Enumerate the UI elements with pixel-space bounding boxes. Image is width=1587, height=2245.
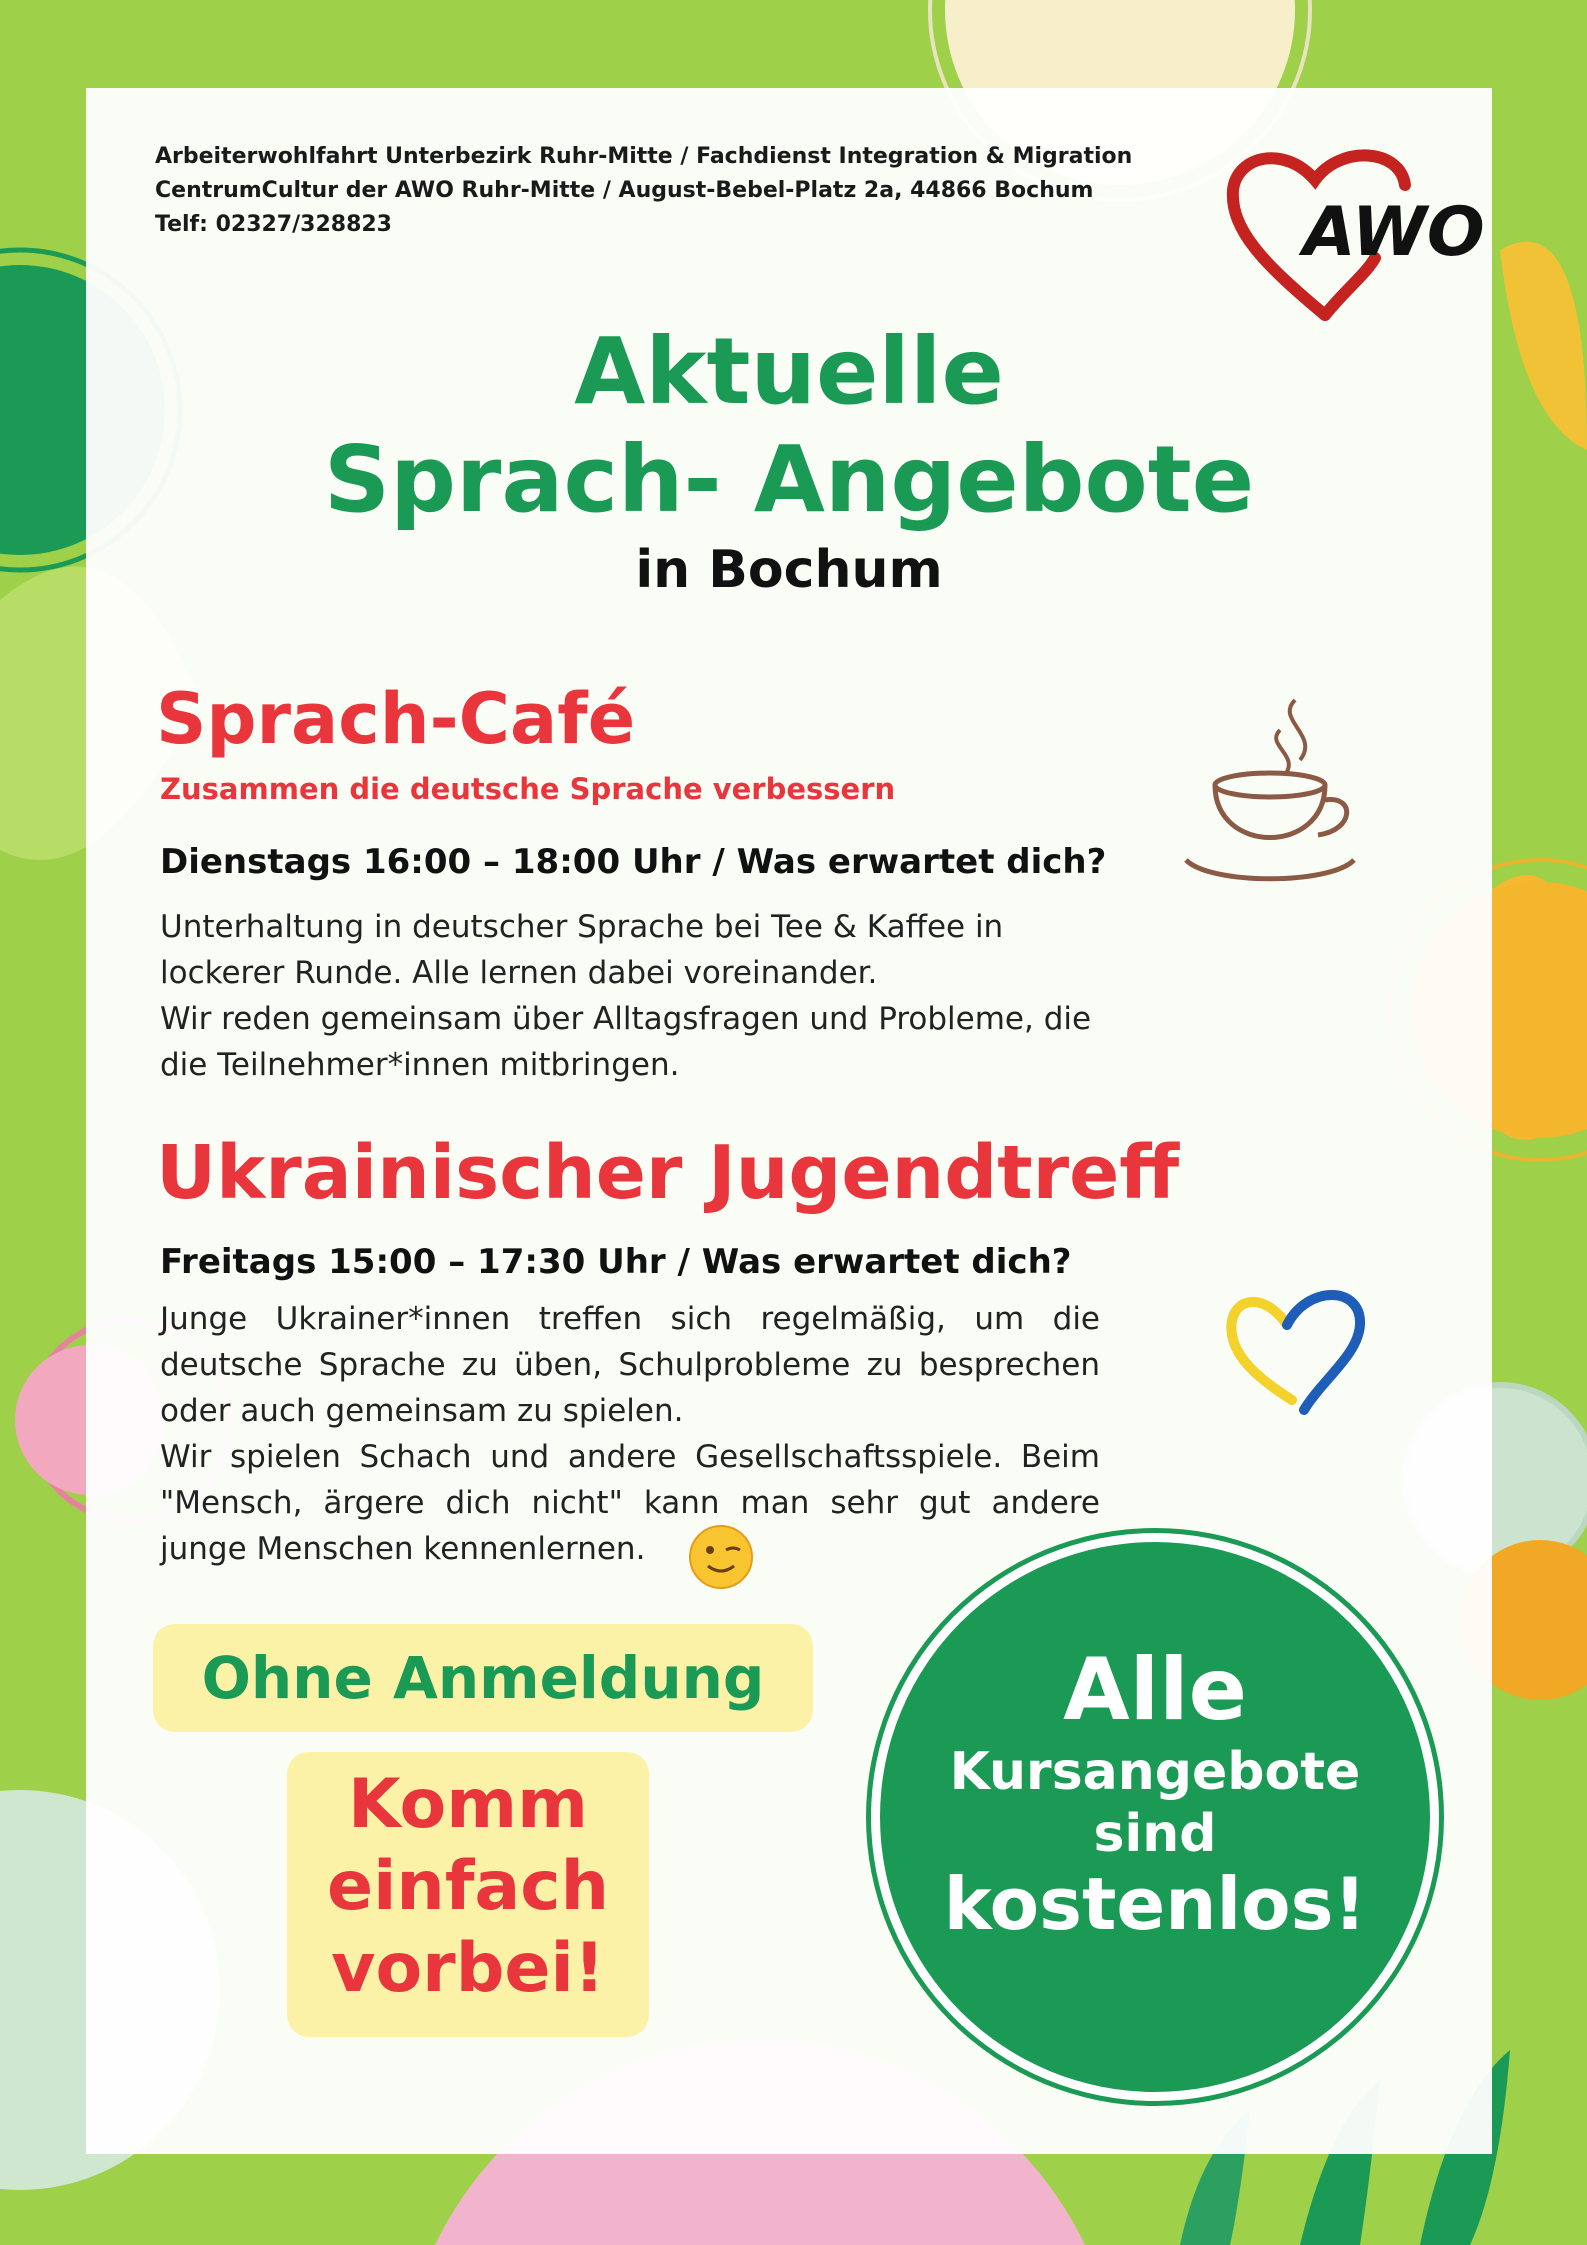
coffee-cup-icon xyxy=(1180,690,1360,900)
youth-text-1: Junge Ukrainer*innen treffen sich regelmäßig, um die deutsche Sprache zu üben, Schulprobleme zu besprechen oder auch gemeinsam zu spielen. xyxy=(160,1301,1100,1429)
header-phone: Telf: 02327/328823 xyxy=(155,212,392,237)
youth-time: Freitags 15:00 – 17:30 Uhr / Was erwartet dich? xyxy=(160,1242,1072,1282)
badge-line-1: Alle xyxy=(1063,1640,1247,1740)
come-by-box xyxy=(287,1752,649,2037)
header-line-1: Arbeiterwohlfahrt Unterbezirk Ruhr-Mitte / Fachdienst Integration & Migration xyxy=(155,144,1133,169)
wink-emoji-icon xyxy=(688,1524,754,1590)
youth-description xyxy=(160,1296,1100,1572)
cafe-tagline: Zusammen die deutsche Sprache verbessern xyxy=(160,772,896,806)
come-line-2: einfach xyxy=(326,1847,610,1926)
youth-heading: Ukrainischer Jugendtreff xyxy=(156,1130,1180,1216)
heart-ukraine-icon xyxy=(1222,1280,1372,1420)
badge-line-2: Kursangebote xyxy=(949,1742,1361,1802)
page-title-line-2: Sprach- Angebote xyxy=(323,426,1255,533)
come-line-1: Komm xyxy=(348,1765,588,1844)
badge-line-4: kostenlos! xyxy=(943,1862,1367,1946)
cafe-time: Dienstags 16:00 – 18:00 Uhr / Was erwartet dich? xyxy=(160,842,1107,882)
awo-heart-logo xyxy=(1225,140,1485,325)
page-title-line-1: Aktuelle xyxy=(574,318,1004,425)
cafe-description xyxy=(160,904,1095,1088)
cafe-heading: Sprach-Café xyxy=(156,678,636,760)
header-line-2: CentrumCultur der AWO Ruhr-Mitte / August-Bebel-Platz 2a, 44866 Bochum xyxy=(155,178,1094,203)
awo-logo-text: AWO xyxy=(1303,193,1485,272)
free-courses-badge xyxy=(880,1542,1430,2092)
organization-header xyxy=(155,140,1132,242)
cafe-text-2: Wir reden gemeinsam über Alltagsfragen und Probleme, die die Teilnehmer*innen mitbringen. xyxy=(160,1001,1092,1083)
page-subtitle: in Bochum xyxy=(635,540,943,600)
cafe-text-1: Unterhaltung in deutscher Sprache bei Tee & Kaffee in lockerer Runde. Alle lernen dabei voreinander. xyxy=(160,909,1004,991)
no-registration-label: Ohne Anmeldung xyxy=(153,1624,813,1732)
come-line-3: vorbei! xyxy=(331,1929,605,2008)
badge-line-3: sind xyxy=(1093,1804,1217,1864)
youth-text-2: Wir spielen Schach und andere Gesellschaftsspiele. Beim "Mensch, ärgere dich nicht" kann man sehr gut andere junge Menschen kennenlernen. xyxy=(160,1439,1100,1567)
